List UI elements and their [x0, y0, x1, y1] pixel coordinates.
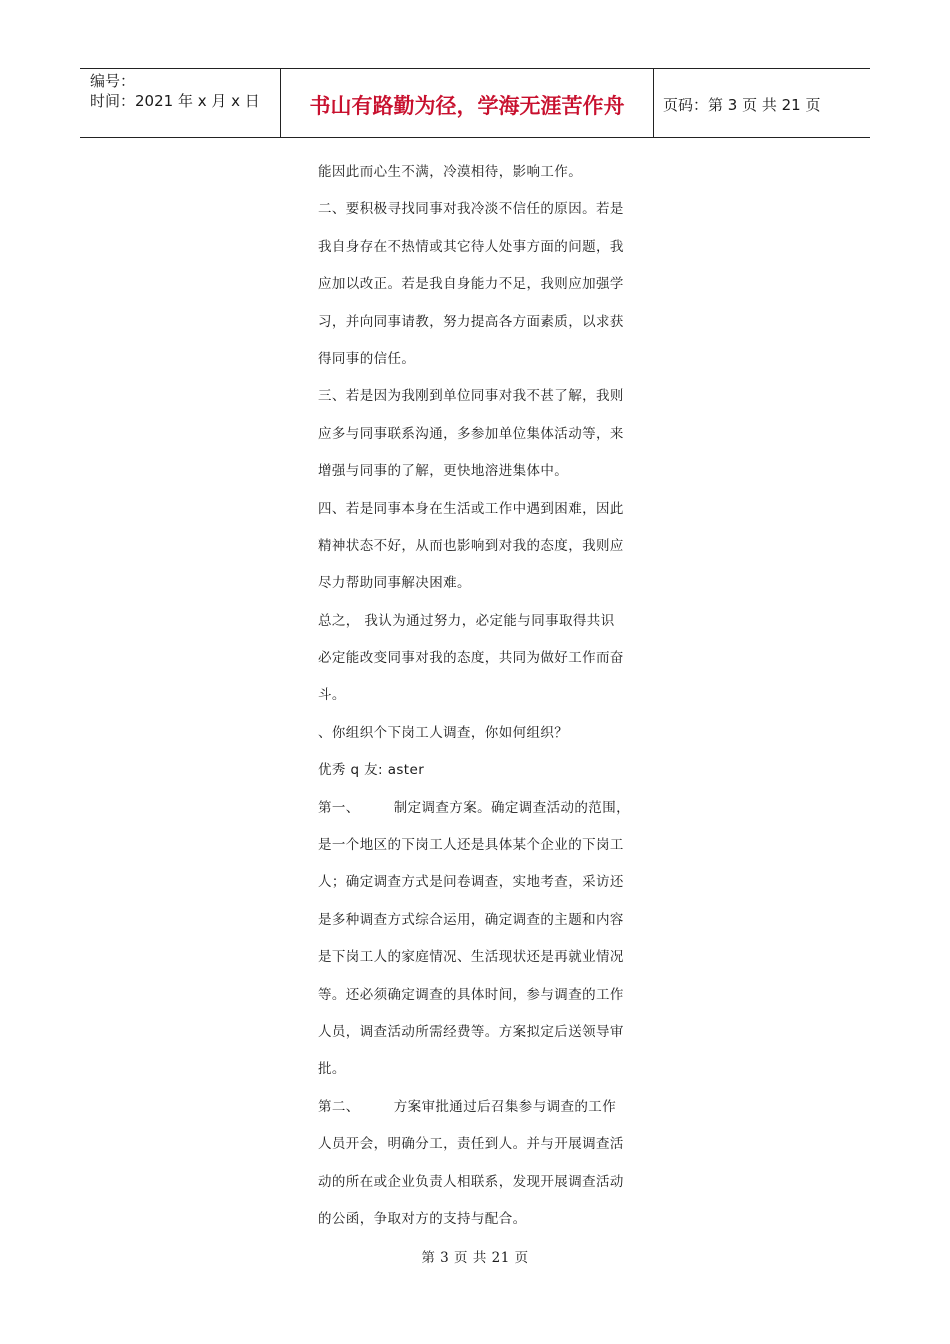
text-line: 是一个地区的下岗工人还是具体某个企业的下岗工: [318, 837, 624, 854]
text-line: 尽力帮助同事解决困难。: [318, 575, 471, 592]
step-two-text: 方案审批通过后召集参与调查的工作: [393, 1098, 617, 1115]
text-line: 的公函，争取对方的支持与配合。: [318, 1210, 527, 1227]
text-line: 总之， 我认为通过努力，必定能与同事取得共识: [318, 612, 615, 629]
text-line: 二、要积极寻找同事对我冷淡不信任的原因。若是: [318, 201, 624, 218]
text-line: 三、若是因为我刚到单位同事对我不甚了解，我则: [318, 388, 624, 405]
step-one-line: [318, 795, 648, 832]
text-line: 我自身存在不热情或其它待人处事方面的问题，我: [318, 238, 624, 255]
document-body: [318, 159, 648, 1243]
text-line: 应多与同事联系沟通，多参加单位集体活动等，来: [318, 425, 624, 442]
text-line: 动的所在或企业负责人相联系，发现开展调查活动: [318, 1173, 624, 1190]
footer-page-number: 第 3 页 共 21 页: [421, 1250, 529, 1266]
text-line: 斗。: [318, 687, 346, 704]
motto-text: 书山有路勤为径，学海无涯苦作舟: [309, 93, 625, 118]
header-meta-cell: [80, 69, 281, 137]
header-motto-cell: [281, 69, 654, 137]
text-line: 能因此而心生不满，冷漠相待，影响工作。: [318, 164, 583, 180]
text-line: 人员开会，明确分工，责任到人。并与开展调查活: [318, 1136, 624, 1153]
text-line: 增强与同事的了解，更快地溶进集体中。: [318, 463, 569, 480]
header-page-cell: [654, 69, 870, 137]
text-line: 必定能改变同事对我的态度，共同为做好工作而奋: [318, 650, 624, 667]
page-header: [80, 68, 870, 138]
text-line: 是多种调查方式综合运用，确定调查的主题和内容: [318, 911, 624, 928]
text-line: 四、若是同事本身在生活或工作中遇到困难，因此: [318, 500, 624, 517]
page-footer: [0, 1246, 950, 1266]
question-line: 、你组织个下岗工人调查，你如何组织？: [318, 724, 569, 741]
text-line: 等。还必须确定调查的具体时间，参与调查的工作: [318, 986, 624, 1003]
text-line: 应加以改正。若是我自身能力不足，我则应加强学: [318, 276, 624, 293]
time-label: 时间：2021 年 x 月 x 日: [90, 92, 260, 110]
step-one-text: 制定调查方案。确定调查活动的范围，: [393, 799, 631, 816]
step-one-label: 第一、: [318, 799, 360, 816]
text-line: 人；确定调查方式是问卷调查，实地考查，采访还: [318, 874, 624, 891]
step-two-label: 第二、: [318, 1098, 360, 1115]
page-info: 页码：第 3 页 共 21 页: [663, 96, 821, 114]
text-line: 精神状态不好，从而也影响到对我的态度，我则应: [318, 537, 624, 554]
text-line: 习，并向同事请教，努力提高各方面素质，以求获: [318, 313, 624, 330]
answer-author-line: 优秀 q 友: aster: [318, 762, 425, 779]
number-label: 编号：: [90, 72, 136, 90]
step-two-line: [318, 1094, 648, 1131]
text-line: 批。: [318, 1061, 346, 1078]
text-line: 得同事的信任。: [318, 350, 416, 367]
text-line: 是下岗工人的家庭情况、生活现状还是再就业情况: [318, 949, 624, 966]
text-line: 人员，调查活动所需经费等。方案拟定后送领导审: [318, 1023, 624, 1040]
